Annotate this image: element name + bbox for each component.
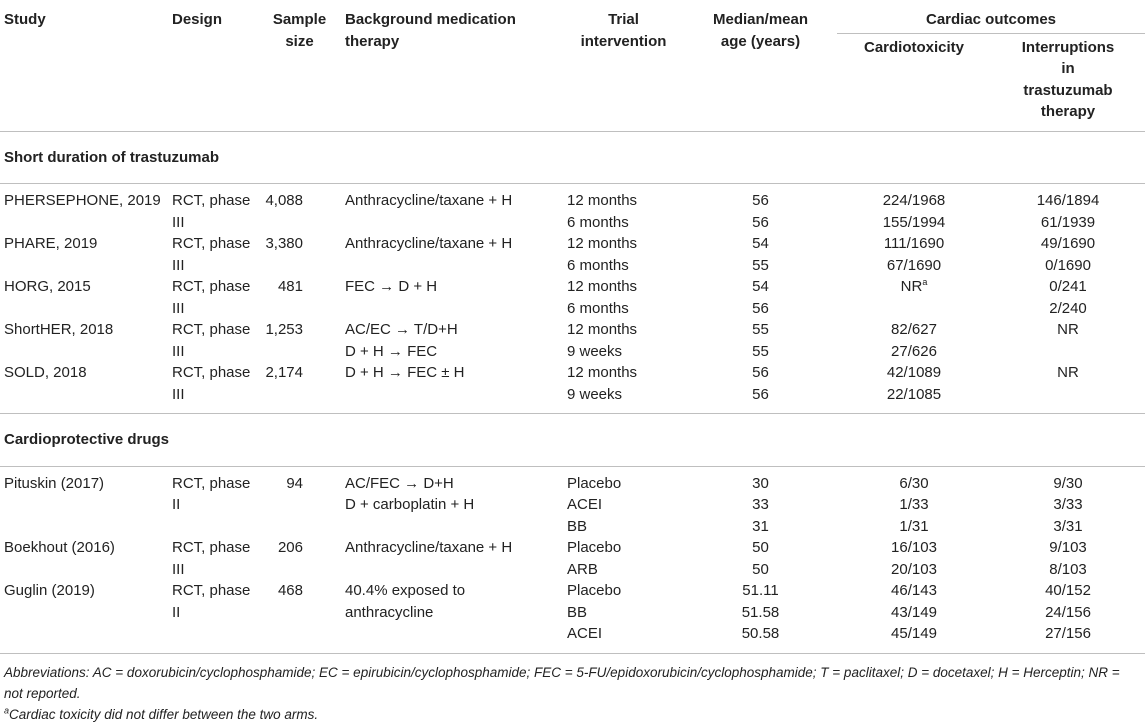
cell-interruptions: 49/1690 [1040,235,1096,252]
cell-interruptions [991,341,1145,363]
cell-sample-size: 481 [277,278,303,295]
cell-interruptions: 40/152 [1045,582,1091,599]
cell-age: 30 [752,474,769,492]
cell-sample-size: 2,174 [265,364,303,381]
cell-interruptions: 9/103 [1049,539,1087,556]
cell-intervention: Placebo [567,539,622,556]
cardiotoxicity-value: 1/31 [899,517,929,535]
cardiotoxicity-value: 45/149 [891,625,937,642]
section-title: Cardioprotective drugs [0,414,1145,467]
cell-background [341,319,563,362]
background-line: Anthracycline/taxane + H [345,539,513,556]
cardiotoxicity-value: NR [900,278,923,295]
cell-age: 55 [752,256,769,274]
cell-cardiotoxicity [837,559,991,581]
background-line: D + H → FEC ± H [345,364,465,381]
cell-intervention: ACEI [567,625,603,642]
cell-intervention: 12 months [567,364,638,381]
cell-interruptions: 3/31 [1053,517,1083,535]
cell-background [341,362,563,414]
section-title: Short duration of trastuzumab [0,131,1145,184]
cell-interruptions: 9/30 [1053,474,1083,492]
cell-interruptions: 0/241 [1049,278,1087,295]
cell-intervention: 9 weeks [567,385,623,403]
cell-design: RCT, phase III [172,321,251,360]
cell-study: Guglin (2019) [4,582,95,599]
cell-interruptions: 8/103 [1049,560,1087,578]
cell-design: RCT, phase III [172,364,251,403]
cell-intervention: 9 weeks [567,342,623,360]
cell-study: HORG, 2015 [4,278,91,295]
cell-intervention: Placebo [567,474,622,492]
cell-design: RCT, phase II [172,582,251,621]
cell-cardiotoxicity [837,319,991,341]
background-line: AC/FEC → D+H [345,474,454,492]
cardiotoxicity-value: 82/627 [891,321,937,338]
cell-study: PHARE, 2019 [4,235,98,252]
table-row [0,537,1145,559]
abbreviations-note: Abbreviations: AC = doxorubicin/cyclophosphamide; EC = epirubicin/cyclophosphamide; FEC = 5-FU/epidoxorubicin/cyclophosphamide; T = paclitaxel; D = docetaxel; H = Herceptin; NR = not reported. [4,664,1120,701]
cell-design: RCT, phase III [172,278,251,317]
header-study: Study [4,11,46,28]
cell-background [341,276,563,319]
table-row [0,233,1145,255]
cell-age: 55 [752,321,769,338]
cell-cardiotoxicity [837,255,991,277]
cell-age: 50 [752,539,769,556]
cell-intervention: 12 months [567,192,638,209]
cardiotoxicity-value: 6/30 [899,474,929,492]
header-interruptions: Interruptions in trastuzumab therapy [1021,38,1115,120]
cardiotoxicity-value: 16/103 [891,539,937,556]
cell-age: 56 [752,364,769,381]
background-line: AC/EC → T/D+H [345,321,458,338]
cell-study: Boekhout (2016) [4,539,115,556]
cell-cardiotoxicity [837,516,991,538]
cell-study: PHERSEPHONE, 2019 [4,192,161,209]
header-cardiotoxicity: Cardiotoxicity [863,38,965,56]
background-line: D + H → FEC [345,342,438,360]
cell-design: RCT, phase III [172,235,251,274]
cell-age: 50.58 [741,625,780,642]
background-line: D + carboplatin + H [345,496,475,513]
cell-intervention: ACEI [567,496,603,513]
cell-interruptions: 146/1894 [1036,192,1100,209]
cell-sample-size: 206 [277,539,303,556]
header-intervention: Trial intervention [580,11,667,50]
cardiotoxicity-value: 46/143 [891,582,937,599]
cardiotoxicity-value: 224/1968 [882,192,946,209]
table-header [0,0,1145,131]
cardiotoxicity-value: 27/626 [891,342,937,360]
cardiotoxicity-value: 20/103 [891,560,937,578]
cell-sample-size: 1,253 [265,321,303,338]
cell-interruptions: 61/1939 [1040,213,1096,231]
cell-cardiotoxicity [837,494,991,516]
footnote-a [4,704,1141,725]
cell-intervention: 12 months [567,278,638,295]
cell-cardiotoxicity [837,602,991,624]
table-row [0,184,1145,212]
cardiotoxicity-value: 155/1994 [882,213,946,231]
cell-cardiotoxicity [837,580,991,602]
background-line: Anthracycline/taxane + H [345,235,513,252]
cell-background [341,233,563,276]
header-design: Design [172,11,223,28]
cell-cardiotoxicity [837,184,991,212]
cardiotoxicity-value: 43/149 [891,603,937,621]
cell-intervention: BB [567,603,588,621]
table-row [0,319,1145,341]
cell-age: 31 [752,517,769,535]
cell-background [341,580,563,653]
cell-design: RCT, phase II [172,474,251,513]
cell-design: RCT, phase III [172,192,251,231]
cell-study: Pituskin (2017) [4,474,105,492]
cell-age: 51.58 [741,603,780,621]
cell-interruptions: 27/156 [1045,625,1091,642]
cell-interruptions: 24/156 [1045,603,1091,621]
cell-design: RCT, phase III [172,539,251,578]
cell-cardiotoxicity [837,233,991,255]
cell-interruptions: 2/240 [1049,299,1087,317]
footnote-marker: a [4,705,10,715]
cell-sample-size: 3,380 [265,235,303,252]
cardiotoxicity-value: 42/1089 [886,364,942,381]
cell-intervention: 6 months [567,213,629,231]
cell-intervention: BB [567,517,588,535]
header-sample-size: Sample size [272,11,327,50]
table-row [0,276,1145,298]
cell-interruptions: 0/1690 [1045,256,1091,274]
header-age: Median/mean age (years) [712,11,809,50]
cell-background [341,466,563,537]
cell-intervention: 12 months [567,235,638,252]
cell-cardiotoxicity [837,537,991,559]
table-row [0,466,1145,494]
footnote-text: Cardiac toxicity did not differ between the two arms. [9,706,319,722]
cardiotoxicity-value: 22/1085 [886,385,942,403]
cell-sample-size: 94 [286,474,303,492]
cell-age: 51.11 [742,582,779,599]
cell-age: 54 [752,278,769,295]
background-line: 40.4% exposed to anthracycline [345,582,466,621]
cell-age: 56 [752,192,769,209]
cell-sample-size: 4,088 [265,192,303,209]
cell-interruptions: NR [1057,364,1079,381]
cell-intervention: 12 months [567,321,638,338]
footnote-marker: a [922,277,928,287]
section-row [0,131,1145,184]
header-cardiac-outcomes: Cardiac outcomes [837,0,1145,33]
cell-cardiotoxicity [837,623,991,653]
cell-cardiotoxicity [837,212,991,234]
background-line: Anthracycline/taxane + H [345,192,513,209]
table-row [0,580,1145,602]
cell-cardiotoxicity [837,276,991,298]
cell-intervention: 6 months [567,256,629,274]
cell-study: SOLD, 2018 [4,364,87,381]
cell-age: 50 [752,560,769,578]
cell-interruptions: NR [1057,321,1079,338]
cell-interruptions [991,384,1145,414]
cell-cardiotoxicity [837,341,991,363]
cell-cardiotoxicity [837,362,991,384]
cell-age: 56 [752,385,769,403]
section-row [0,414,1145,467]
table-row [0,362,1145,384]
cell-background [341,537,563,580]
cardiotoxicity-value: 67/1690 [886,256,942,274]
cell-interruptions: 3/33 [1053,496,1083,513]
cell-cardiotoxicity [837,298,991,320]
cell-study: ShortHER, 2018 [4,321,114,338]
cell-age: 56 [752,213,769,231]
cell-intervention: ARB [567,560,598,578]
cell-age: 55 [752,342,769,360]
cell-cardiotoxicity [837,466,991,494]
cardiotoxicity-value: 111/1690 [883,235,945,252]
cell-background [341,184,563,234]
cell-age: 56 [752,299,769,317]
cell-intervention: Placebo [567,582,622,599]
background-line: FEC → D + H [345,278,438,295]
cell-age: 54 [752,235,769,252]
cell-intervention: 6 months [567,299,629,317]
table-body [0,131,1145,653]
cardiotoxicity-value: 1/33 [899,496,929,513]
cell-age: 33 [752,496,769,513]
table-footnotes [0,653,1145,725]
header-background: Background medication therapy [345,11,516,50]
cell-sample-size: 468 [277,582,303,599]
cell-cardiotoxicity [837,384,991,414]
